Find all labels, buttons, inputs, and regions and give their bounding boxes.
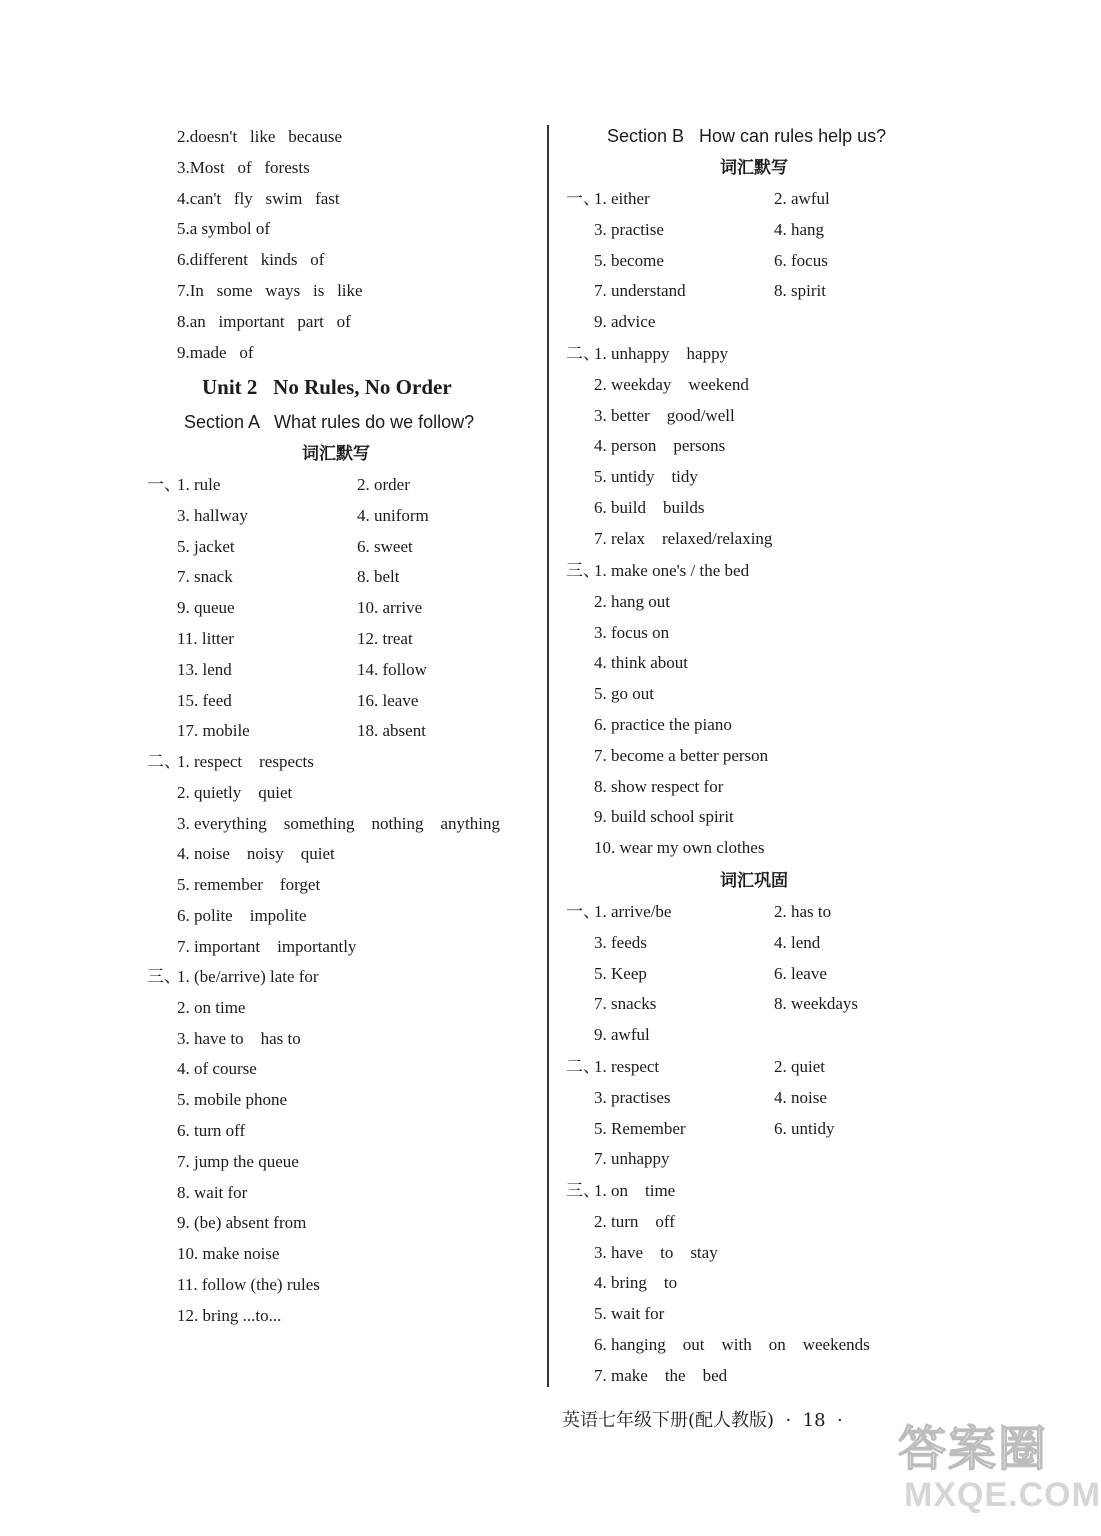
vocab-row: [594, 1118, 835, 1140]
vocab-row-a: 3. practises: [594, 1087, 671, 1107]
vocab-row-a: 3. practise: [594, 219, 664, 239]
phrase-row: 2. turn off: [594, 1211, 675, 1231]
phrase-row: 6. hanging out with on weekends: [594, 1335, 870, 1354]
part-marker: 三、: [566, 561, 600, 581]
item-text: made of: [189, 342, 254, 362]
vocab-row-a: 7. snacks: [594, 994, 657, 1014]
word-forms-row: 4. noise noisy quiet: [177, 844, 335, 864]
prev-item: [177, 249, 324, 271]
prev-item: [177, 218, 270, 240]
vocab-row-a: 5. Remember: [594, 1118, 686, 1138]
word-forms-row: 3. better good/well: [594, 405, 735, 425]
phrase-row: 2. hang out: [594, 591, 671, 611]
item-number: 5.: [177, 219, 190, 239]
vocab-row: [177, 566, 400, 588]
vocab-row: [177, 597, 423, 619]
vocab-row: [177, 474, 410, 496]
vocab-row: [594, 219, 825, 241]
phrase-row: 5. mobile phone: [177, 1090, 288, 1110]
vocab-row-a: 3. hallway: [177, 505, 248, 525]
phrase-row: 5. wait for: [594, 1304, 665, 1324]
word-forms-row: 1. unhappy happy: [594, 344, 729, 363]
phrase-row: 11. follow (the) rules: [177, 1275, 320, 1294]
part-marker: 三、: [566, 1181, 600, 1201]
item-number: 8.: [177, 311, 190, 331]
vocab-row-b: 4. hang: [774, 219, 825, 239]
vocab-row-a: 5. jacket: [177, 536, 235, 556]
vocab-row: [594, 1087, 827, 1109]
vocab-row-a: 9. awful: [594, 1025, 650, 1045]
vocab-row: [177, 536, 413, 558]
item-text: a symbol of: [189, 219, 271, 239]
phrase-row: 1. on time: [594, 1181, 676, 1200]
vocab-row-b: 12. treat: [357, 629, 413, 648]
vocab-row-b: 2. awful: [774, 189, 830, 208]
column-divider: [547, 125, 549, 1387]
vocab-row-a: 9. queue: [177, 598, 235, 618]
vocab-row: [594, 1148, 670, 1170]
vocab-heading-a: 词汇默写: [302, 444, 370, 464]
item-number: 4.: [177, 188, 190, 208]
vocab-row-b: 4. lend: [774, 932, 821, 952]
item-text: can't fly swim fast: [189, 188, 340, 208]
phrase-row: 10. wear my own clothes: [594, 838, 765, 858]
vocab-row-a: 15. feed: [177, 690, 232, 710]
item-number: 9.: [177, 342, 190, 362]
vocab-row: [594, 250, 828, 272]
item-text: doesn't like because: [189, 127, 342, 146]
vocab-row-b: 2. order: [357, 475, 410, 494]
phrase-row: 4. think about: [594, 653, 688, 673]
phrase-row: 9. (be) absent from: [177, 1213, 307, 1233]
phrase-row: 9. build school spirit: [594, 807, 734, 827]
phrase-row: 8. show respect for: [594, 776, 724, 796]
item-text: Most of forests: [189, 157, 310, 177]
vocab-row-b: 6. sweet: [357, 536, 413, 556]
item-text: In some ways is like: [189, 281, 363, 300]
vocab-row-a: 1. rule: [177, 475, 221, 494]
vocab-row: [594, 993, 859, 1015]
vocab-row: [594, 932, 821, 954]
prev-item: [177, 157, 310, 179]
unit-title: Unit 2 No Rules, No Order: [202, 375, 452, 399]
item-number: 2.: [177, 127, 190, 146]
vocab-row-b: 4. uniform: [357, 505, 429, 525]
phrase-row: 7. jump the queue: [177, 1151, 299, 1171]
vocab-row-b: 18. absent: [357, 721, 426, 741]
vocab-row-b: 6. focus: [774, 250, 828, 270]
phrase-row: 1. (be/arrive) late for: [177, 967, 319, 986]
vocab-row: [594, 188, 830, 210]
vocab-row-b: 10. arrive: [357, 598, 423, 618]
vocab-row: [177, 628, 413, 650]
part-marker: 二、: [566, 344, 600, 364]
page-footer: [562, 1406, 843, 1432]
word-forms-row: 2. quietly quiet: [177, 782, 293, 802]
footer-page-number: · 18 ·: [785, 1410, 843, 1431]
vocab-row: [177, 659, 427, 681]
prev-item: [177, 188, 340, 210]
phrase-row: 1. make one's / the bed: [594, 561, 750, 580]
vocab-row-b: 2. has to: [774, 902, 832, 921]
prev-item: [177, 342, 253, 364]
prev-item: [177, 126, 342, 148]
vocab-row-a: 17. mobile: [177, 721, 250, 741]
section-a-title: Section A What rules do we follow?: [184, 412, 475, 432]
phrase-row: 2. on time: [177, 997, 246, 1017]
footer-book-title: 英语七年级下册(配人教版): [562, 1410, 775, 1431]
phrase-row: 7. make the bed: [594, 1365, 728, 1385]
vocab-row: [594, 1024, 650, 1046]
phrase-row: 6. turn off: [177, 1121, 246, 1140]
word-forms-row: 7. relax relaxed/relaxing: [594, 528, 773, 548]
vocab-row-a: 1. arrive/be: [594, 902, 672, 921]
phrase-row: 3. focus on: [594, 622, 670, 642]
vocab-heading-b: 词汇默写: [720, 158, 788, 178]
vocab-row-b: 8. belt: [357, 567, 400, 587]
vocab-row-b: 14. follow: [357, 659, 427, 679]
vocab-row: [177, 505, 429, 527]
vocab-row: [594, 901, 832, 923]
part-marker: 一、: [566, 902, 600, 922]
word-forms-row: 6. build builds: [594, 498, 705, 517]
vocab-row: [594, 963, 827, 985]
vocab-row-a: 13. lend: [177, 659, 232, 679]
phrase-row: 7. become a better person: [594, 745, 769, 765]
item-text: an important part of: [189, 311, 351, 331]
vocab-row: [594, 280, 826, 302]
phrase-row: 10. make noise: [177, 1244, 280, 1264]
word-forms-row: 7. important importantly: [177, 936, 357, 956]
vocab-row-a: 1. respect: [594, 1057, 660, 1076]
vocab-row-b: 6. leave: [774, 963, 827, 983]
phrase-row: 5. go out: [594, 684, 654, 704]
word-forms-row: 3. everything something nothing anything: [177, 813, 500, 833]
word-forms-row: 5. untidy tidy: [594, 467, 698, 487]
prev-item: [177, 311, 351, 333]
word-forms-row: 6. polite impolite: [177, 906, 307, 925]
phrase-row: 3. have to stay: [594, 1242, 718, 1262]
phrase-row: 6. practice the piano: [594, 715, 732, 734]
vocab-row-a: 11. litter: [177, 629, 234, 648]
vocab-row-a: 5. become: [594, 250, 664, 270]
part-marker: 二、: [147, 752, 181, 772]
item-number: 3.: [177, 157, 190, 177]
vocab-row-b: 8. spirit: [774, 281, 826, 301]
vocab-row-b: 16. leave: [357, 690, 419, 710]
phrase-row: 4. of course: [177, 1059, 257, 1079]
vocab-row-b: 4. noise: [774, 1087, 827, 1107]
part-marker: 一、: [147, 475, 181, 495]
word-forms-row: 4. person persons: [594, 436, 726, 456]
vocab-row-a: 7. unhappy: [594, 1149, 670, 1169]
vocab-row-a: 3. feeds: [594, 932, 647, 952]
vocab-row: [177, 690, 419, 712]
part-marker: 三、: [147, 967, 181, 987]
phrase-row: 4. bring to: [594, 1273, 678, 1293]
watermark-logo: [898, 1410, 1101, 1530]
section-b-title: Section B How can rules help us?: [607, 126, 887, 146]
vocab-row-b: 8. weekdays: [774, 994, 859, 1014]
watermark-cn: 答案圈: [898, 1421, 1049, 1477]
item-number: 6.: [177, 250, 190, 270]
watermark-en: MXQE.COM: [904, 1476, 1101, 1514]
vocab-row-a: 7. snack: [177, 567, 233, 587]
phrase-row: 12. bring ...to...: [177, 1305, 282, 1325]
item-text: different kinds of: [189, 250, 325, 270]
phrase-row: 8. wait for: [177, 1182, 248, 1202]
vocab-row-a: 1. either: [594, 189, 650, 208]
vocab-row: [594, 311, 655, 333]
vocab-row: [177, 720, 426, 742]
prev-item: [177, 280, 363, 302]
vocab-row: [594, 1056, 825, 1078]
vocab-row-a: 9. advice: [594, 312, 656, 332]
vocab-row-b: 6. untidy: [774, 1118, 835, 1138]
word-forms-row: 2. weekday weekend: [594, 374, 749, 394]
item-number: 7.: [177, 281, 190, 300]
word-forms-row: 5. remember forget: [177, 875, 321, 895]
vocab-row-a: 7. understand: [594, 281, 686, 301]
phrase-row: 3. have to has to: [177, 1028, 301, 1048]
part-marker: 一、: [566, 189, 600, 209]
vocab-row-a: 5. Keep: [594, 963, 647, 983]
word-forms-row: 1. respect respects: [177, 752, 314, 771]
part-marker: 二、: [566, 1057, 600, 1077]
vocab-row-b: 2. quiet: [774, 1057, 825, 1076]
consolidate-heading: 词汇巩固: [720, 871, 788, 891]
